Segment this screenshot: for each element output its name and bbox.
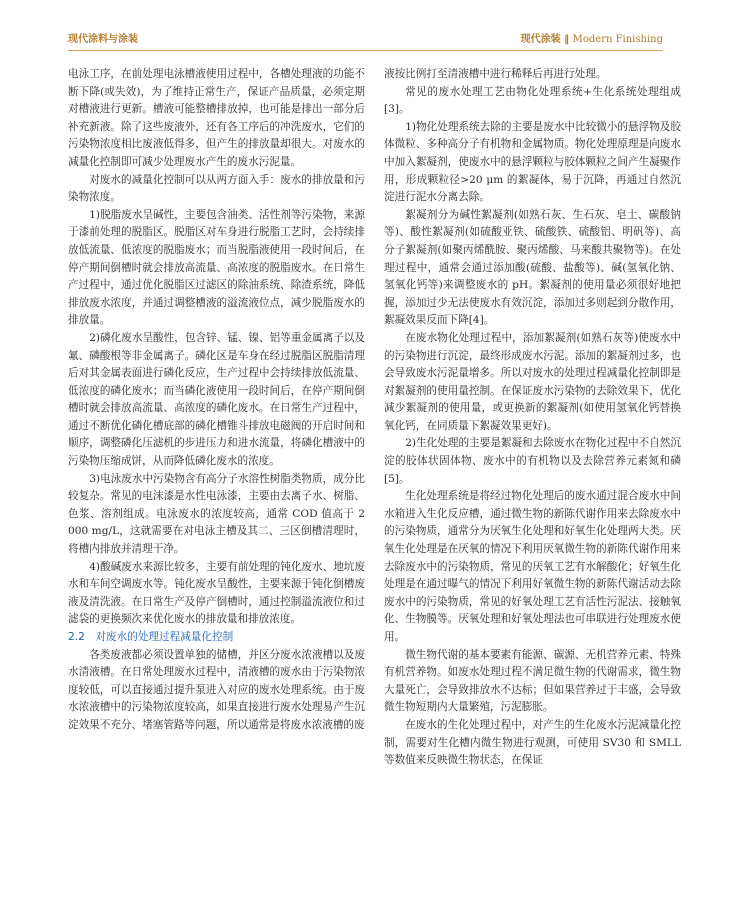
paragraph: 1)物化处理系统去除的主要是废水中比较微小的悬浮物及胶体微粒、多种高分子有机物和金属物质。物化处理原理是向废水中加入絮凝剂，使废水中的悬浮颗粒与胶体颗粒之间产生凝聚作用，形成颗粒径>20 μm 的絮凝体，易于沉降，再通过自然沉淀进行泥水分离去除。 — [384, 120, 681, 204]
paragraph: 各类废液都必须设置单独的储槽，并区分废水浓液槽以及废水清液槽。在日常处理废水过程中，清液槽的废水由于污染物浓度较低，可以直接通过提升泵进入对应的废水处理系统。由于废水浓液槽中的污染物浓度较高，如果直接进行废水处理易产生沉淀效果不充分、堵塞管路等问题，所以通常是将废水浓液槽的废 — [68, 648, 365, 731]
header-separator: ‖ — [560, 34, 573, 45]
paragraph: 2)生化处理的主要是絮凝和去除废水在物化过程中不自然沉淀的胶体状固体物、废水中的有机物以及去除营养元素氮和磷[5]。 — [384, 437, 681, 485]
left-column — [68, 66, 365, 896]
paragraph: 微生物代谢的基本要素有能源、碳源、无机营养元素、特殊有机营养物。如废水处理过程不满足微生物的代谢需求，微生物大量死亡，会导致排放水不达标；但如果营养过于丰盛，会导致微生物短期内大量繁殖，污泥膨胀。 — [384, 648, 681, 714]
paragraph: 对废水的减量化控制可以从两方面入手：废水的排放量和污染物浓度。 — [68, 173, 365, 204]
header-rule — [68, 50, 663, 51]
paragraph: 电泳工序，在前处理电泳槽液使用过程中，各槽处理液的功能不断下降(或失效)，为了维持正常生产，保证产品质量，必须定期对槽液进行更新。槽液可能整槽排放掉，也可能是排出一部分后补充新液。除了这些废液外，还有各工序后的冲洗废水，它们的污染物浓度相比废液低得多，但产生的排放量却很大。对废水的减量化控制即可减少处理废水产生的废水污泥量。 — [68, 68, 365, 168]
paragraph: 2)磷化废水呈酸性，包含锌、锰、镍、铝等重金属离子以及氟、磷酸根等非金属离子。磷化区是车身在经过脱脂区脱脂清理后对其金属表面进行磷化反应，生产过程中会持续排放低流量、低浓度的磷化废水；而当磷化液使用一段时间后，在停产期间倒槽时就会排放高流量、高浓度的磷化废水。在日常生产过程中，通过不断优化磷化槽底部的磷化槽锥斗排放电磁阀的开启时间和顺序，调整磷化压滤机的步进压力和进水流量，将磷化槽液中的污染物压缩成饼，从而降低磷化废水的浓度。 — [68, 331, 365, 468]
paragraph: 在废水的生化处理过程中，对产生的生化废水污泥减量化控制，需要对生化槽内微生物进行观测，可使用 SV30 和 SMLL 等数值来反映微生物状态，在保证 — [384, 718, 681, 767]
paragraph: 在废水物化处理过程中，添加絮凝剂(如熟石灰等)使废水中的污染物进行沉淀，最终形成废水污泥。添加的絮凝剂过多，也会导致废水污泥量增多。所以对废水的处理过程减量化控制即是对絮凝剂的使用量控制。在保证废水污染物的去除效果下，优化减少絮凝剂的使用量，或更换新的絮凝剂(如使用氢氧化钙替换氧化钙，在同质量下絮凝效果更好)。 — [384, 331, 681, 432]
journal-name-cn: 现代涂装 — [520, 34, 561, 45]
journal-name-right — [521, 30, 663, 45]
paragraph: 3)电泳废水中污染物含有高分子水溶性树脂类物质，成分比较复杂。常见的电沫漆是水性电泳漆，主要由去离子水、树脂、色浆、溶剂组成。电泳废水的浓度较高，通常 COD 值高于 2 000 mg/L，这就需要在对电泳主槽及其二、三区倒槽清理时，将槽内排放并清理干净。 — [68, 472, 365, 556]
paragraph: 液按比例打至清液槽中进行稀释后再进行处理。 — [384, 68, 607, 80]
journal-name-en: Modern Finishing — [572, 34, 663, 45]
paragraph: 4)酸碱废水来源比较多，主要有前处理的钝化废水、地坑废水和车间空调废水等。钝化废水呈酸性，主要来源于钝化倒槽废液及清洗液。在日常生产及停产倒槽时，通过控制溢流液位和过滤袋的更换频次来优化废水的排放量和排放浓度。 — [68, 560, 365, 626]
paragraph: 常见的废水处理工艺由物化处理系统+生化系统处理组成[3]。 — [384, 85, 681, 116]
right-column — [384, 66, 681, 896]
paragraph: 絮凝剂分为碱性絮凝剂(如熟石灰、生石灰、皂土、碳酸钠等)、酸性絮凝剂(如硫酸亚铁、硫酸铁、硫酸铝、明矾等)、高分子絮凝剂(如聚丙烯酰胺、聚丙烯酸、马来酸共聚物等)。在处理过程中，通常会通过添加酸(硫酸、盐酸等)、碱(氢氧化钠、氢氧化钙等)来调整废水的 pH。絮凝剂的使用量必须很好地把握，添加过少无法使废水有效沉淀，添加过多则起到分散作用，絮凝效果反而下降[4]。 — [384, 208, 681, 327]
section-heading: 2.2 对废水的处理过程减量化控制 — [68, 631, 234, 643]
journal-name-left: 现代涂料与涂装 — [68, 34, 138, 45]
paragraph: 1)脱脂废水呈碱性，主要包含油类、活性剂等污染物，来源于漆前处理的脱脂区。脱脂区对车身进行脱脂工艺时，会持续排放低流量、低浓度的脱脂废水；而当脱脂液使用一段时间后，在停产期间倒槽时就会排放高流量、高浓度的脱脂废水。在日常生产过程中，通过优化脱脂区过滤区的除油系统、除渣系统，降低排放废水浓度，并通过调整槽液的溢流液位点，减少脱脂废水的排放量。 — [68, 208, 365, 327]
running-header — [68, 30, 663, 48]
paragraph: 生化处理系统是将经过物化处理后的废水通过混合废水中间水箱进入生化反应槽，通过微生物的新陈代谢作用来去除废水中的污染物质，通常分为厌氧生化处理和好氧生化处理两大类。厌氧生化处理是在厌氧的情况下利用厌氧微生物的新陈代谢作用来去除废水中的污染物质，常见的厌氧工艺有水解酸化；好氧生化处理是在通过曝气的情况下利用好氧微生物的新陈代谢活动去除废水中的污染物质，常见的好氧处理工艺有活性污泥法、接触氧化、生物膜等。厌氧处理和好氧处理法也可串联进行处理废水使用。 — [384, 490, 681, 643]
